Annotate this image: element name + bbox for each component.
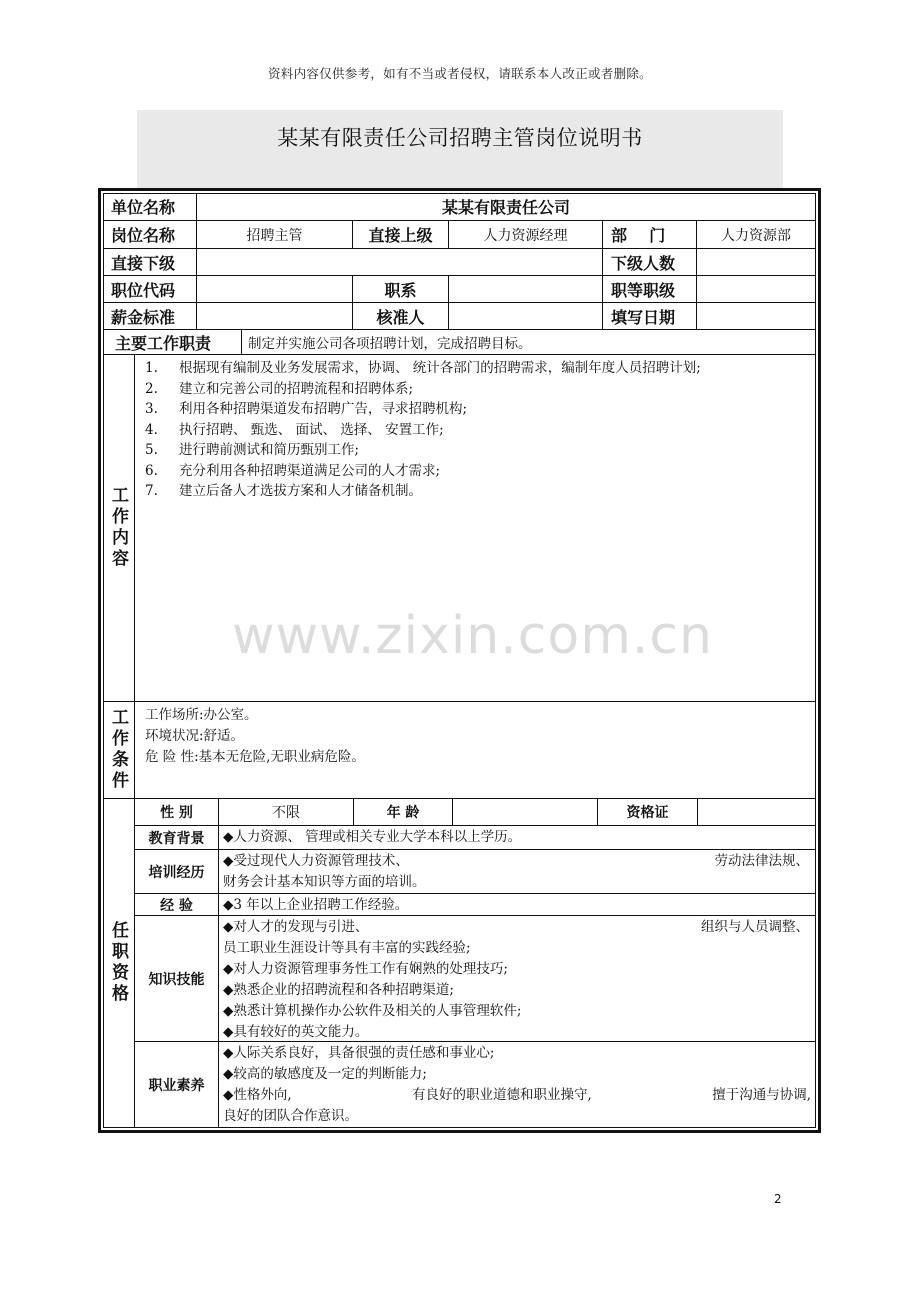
- gender-label: 性 别: [135, 799, 219, 826]
- unit-name-label: 单位名称: [103, 193, 197, 221]
- list-item: 3. 利用各种招聘渠道发布招聘广告，寻求招聘机构;: [145, 401, 468, 417]
- direct-superior-value: 人力资源经理: [449, 221, 603, 249]
- fill-date-label: 填写日期: [603, 303, 697, 330]
- list-item: 6. 充分利用各种招聘渠道满足公司的人才需求;: [145, 462, 441, 479]
- fill-date-value: [697, 303, 816, 330]
- list-item: 2. 建立和完善公司的招聘流程和招聘体系;: [145, 380, 414, 397]
- list-item: 4. 执行招聘、 甄选、 面试、 选择、 安置工作;: [145, 421, 444, 438]
- certificate-value: [698, 799, 816, 826]
- list-item: 5. 进行聘前测试和简历甄别工作;: [145, 442, 360, 458]
- environment-line: 环境状况:舒适。: [145, 728, 245, 744]
- training-value: ◆受过现代人力资源管理技术、 劳动法律法规、 财务会计基本知识等方面的培训。: [219, 850, 816, 894]
- job-grade-value: [697, 276, 816, 303]
- salary-standard-label: 薪金标准: [103, 303, 197, 330]
- unit-name-value: 某某有限责任公司: [197, 193, 816, 221]
- salary-standard-value: [197, 303, 353, 330]
- work-content-label: 工作内容: [103, 355, 135, 702]
- gender-value: 不限: [219, 799, 354, 826]
- position-code-label: 职位代码: [103, 276, 197, 303]
- page-number: 2: [774, 1192, 782, 1206]
- certificate-label: 资格证: [598, 799, 698, 826]
- education-label: 教育背景: [135, 826, 219, 850]
- position-name-label: 岗位名称: [103, 221, 197, 249]
- department-label: 部 门: [603, 221, 697, 249]
- direct-subordinate-label: 直接下级: [103, 249, 197, 276]
- document-title: 某某有限责任公司招聘主管岗位说明书: [277, 126, 643, 150]
- professional-quality-value: ◆人际关系良好，具备很强的责任感和事业心; ◆较高的敏感度及一定的判断能力; ◆性格外向, 有良好的职业道德和职业操守, 擅于沟通与协调, 良好的团队合作意识。: [219, 1042, 816, 1128]
- main-duty-value: 制定并实施公司各项招聘计划，完成招聘目标。: [242, 330, 816, 355]
- direct-superior-label: 直接上级: [353, 221, 449, 249]
- job-grade-label: 职等职级: [603, 276, 697, 303]
- age-value: [453, 799, 598, 826]
- header-disclaimer: 资料内容仅供参考，如有不当或者侵权，请联系本人改正或者删除。: [267, 66, 652, 81]
- watermark: www.zixin.com.cn: [232, 606, 713, 666]
- knowledge-skills-label: 知识技能: [135, 916, 219, 1042]
- work-conditions-label: 工作条件: [103, 702, 135, 799]
- direct-subordinate-value: [197, 249, 603, 276]
- qualifications-label: 任职资格: [103, 799, 135, 1128]
- subordinate-count-value: [697, 249, 816, 276]
- experience-label: 经 验: [135, 894, 219, 916]
- training-label: 培训经历: [135, 850, 219, 894]
- work-place-line: 工作场所:办公室。: [145, 707, 258, 723]
- subordinate-count-label: 下级人数: [603, 249, 697, 276]
- position-code-value: [197, 276, 353, 303]
- hazard-line: 危 险 性:基本无危险,无职业病危险。: [145, 749, 365, 765]
- professional-quality-label: 职业素养: [135, 1042, 219, 1128]
- education-value: ◆人力资源、 管理或相关专业大学本科以上学历。: [219, 826, 816, 850]
- knowledge-skills-value: ◆对人才的发现与引进、 组织与人员调整、 员工职业生涯设计等具有丰富的实践经验; ◆对人力资源管理事务性工作有娴熟的处理技巧; ◆熟悉企业的招聘流程和各种招聘渠道; ◆熟悉计算机操作办公软件及相关的人事管理软件; ◆具有较好的英文能力。: [219, 916, 816, 1042]
- list-item: 7. 建立后备人才选拔方案和人才储备机制。: [145, 483, 422, 499]
- department-value: 人力资源部: [697, 221, 816, 249]
- position-name-value: 招聘主管: [197, 221, 353, 249]
- list-item: 1. 根据现有编制及业务发展需求，协调、 统计各部门的招聘需求，编制年度人员招聘计划;: [145, 360, 701, 376]
- work-conditions-text: [135, 702, 816, 799]
- approver-value: [449, 303, 603, 330]
- main-duty-label: 主要工作职责: [103, 330, 242, 355]
- job-series-label: 职系: [353, 276, 449, 303]
- age-label: 年 龄: [354, 799, 453, 826]
- approver-label: 核准人: [353, 303, 449, 330]
- experience-value: ◆3 年以上企业招聘工作经验。: [219, 894, 816, 916]
- job-series-value: [449, 276, 603, 303]
